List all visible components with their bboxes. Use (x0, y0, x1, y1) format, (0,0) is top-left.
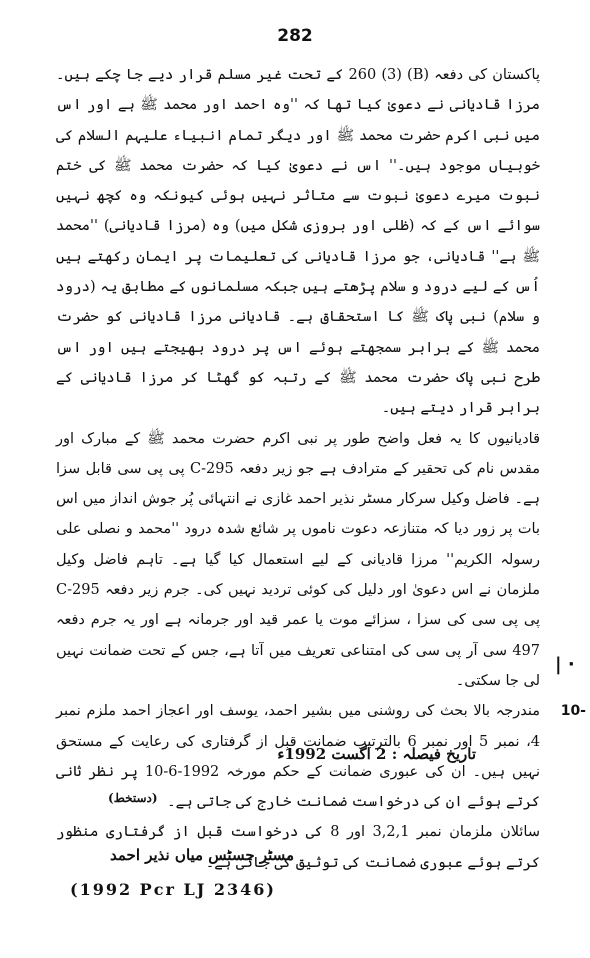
decision-date-line (276, 745, 476, 763)
paragraph-qadiani-claims: پاکستان کی دفعہ (B) (3) 260 کے تحت غیر مسلم قرار دیے جا چکے ہیں۔ مرزا قادیانی نے دعویٰ کیا تھا کہ ''وہ احمد اور محمد ﷺ ہے اور اس میں نبی اکرم حضرت محمد ﷺ اور دیگر تمام انبیاء علیہم السلام کی خوبیاں موجود ہیں۔'' اس نے دعویٰ کیا کہ حضرت محمد ﷺ کی ختم نبوت میرے دعویٰ نبوت سے متاثر نہیں ہوئی کیونکہ وہ کچھ نہیں سوائے اس کے کہ (ظلی اور بروزی شکل میں) وہ (مرزا قادیانی) ''محمد ﷺ ہے'' قادیانی، جو مرزا قادیانی کی تعلیمات پر ایمان رکھتے ہیں اُس کے لیے درود و سلام پڑھتے ہیں جبکہ مسلمانوں کے مطابق یہ (درود و سلام) نبی پاک ﷺ کا استحقاق ہے۔ قادیانی مرزا قادیانی کو حضرت محمد ﷺ کے برابر سمجھتے ہوئے اس پر درود بھیجتے ہیں اور اس طرح نبی پاک حضرت محمد ﷺ کے رتبہ کو گھٹا کر مرزا قادیانی کے برابر قرار دیتے ہیں۔ (56, 67, 540, 417)
paragraph-number: 10- (560, 703, 586, 720)
decision-date: 2 اگست 1992ء (277, 745, 387, 763)
decision-label: تاریخ فیصلہ : (391, 745, 476, 763)
case-citation: (1992 Pcr LJ 2346) (70, 880, 276, 899)
judge-name: مسٹر جسٹس میاں نذیر احمد (110, 846, 295, 864)
signature-note: (دستخط) (108, 791, 158, 805)
paragraph-10-text: مندرجہ بالا بحث کی روشنی میں بشیر احمد، یوسف اور اعجاز احمد ملزم نمبر 4، نمبر 5 اور نمبر 6 بالترتیب ضمانت قبل از گرفتاری کی رعایت کے مستحق نہیں ہیں۔ ان کی عبوری ضمانت کے حکم مورخہ 1992-6-10 پر نظر ثانی کرتے ہوئے ان کی درخواست ضمانت خارج کی جاتی ہے۔ (56, 703, 540, 811)
page-number: 282 (277, 26, 313, 46)
paragraph-offence-295c: قادیانیوں کا یہ فعل واضح طور پر نبی اکرم حضرت محمد ﷺ کے مبارک اور مقدس نام کی تحقیر کے مترادف ہے جو زیر دفعہ C-295 پی پی سی قابل سزا ہے۔ فاضل وکیل سرکار مسٹر نذیر احمد غازی نے انتہائی پُر جوش انداز میں اس بات پر زور دیا کہ متنازعہ دعوت ناموں پر شائع شدہ درود ''محمد و نصلی علی رسولہ الکریم'' مرزا قادیانی کے لیے استعمال کیا گیا ہے۔ تاہم فاضل وکیل ملزمان نے اس دعویٰ اور دلیل کی کوئی تردید نہیں کی۔ جرم زیر دفعہ C-295 پی پی سی کی سزا ، سزائے موت یا عمر قید اور جرمانہ ہے اور یہ جرم دفعہ 497 سی آر پی سی کی امتناعی تعریف میں آتا ہے، جس کے تحت ضمانت نہیں لی جا سکتی۔ (56, 430, 540, 689)
paragraph-bail-confirmed: سائلان ملزمان نمبر 3,2,1 اور 8 کی درخواست قبل از گرفتاری منظور کرتے ہوئے عبوری ضمانت کی توثیق کی جاتی ہے۔ (56, 824, 540, 871)
margin-mark: | · (555, 654, 575, 675)
